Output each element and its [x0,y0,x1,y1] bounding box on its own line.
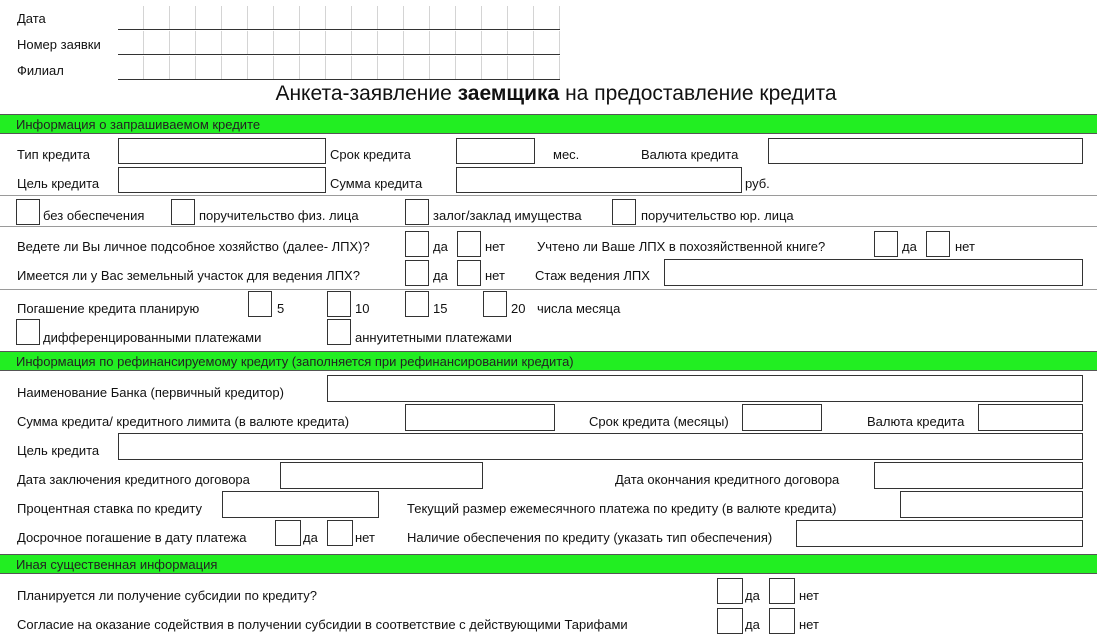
credit-term-field[interactable] [456,138,535,164]
contract-date-field[interactable] [280,462,483,489]
title-bold: заемщика [457,82,560,105]
monthly-payment-field[interactable] [900,491,1083,518]
no-label: нет [355,530,375,545]
rub-label: руб. [745,176,770,191]
title-suffix: на предоставление кредита [559,82,837,105]
section-requested-credit [0,114,1097,134]
subsidy-yes-checkbox[interactable] [717,578,743,604]
consent-no-checkbox[interactable] [769,608,795,634]
yes-label: да [745,588,760,603]
lph-q1-no-checkbox[interactable] [457,231,481,257]
bank-name-field[interactable] [327,375,1083,402]
lph-q3-no-checkbox[interactable] [457,260,481,286]
yes-label: да [745,617,760,632]
lph-q3-yes-checkbox[interactable] [405,260,429,286]
day-10-label: 10 [355,301,370,316]
date-label: Дата [17,11,46,26]
annuity-checkbox[interactable] [327,319,351,345]
day-5-checkbox[interactable] [248,291,272,317]
request-number-input-grid[interactable] [118,31,560,55]
section-refinance [0,351,1097,371]
early-repayment-no-checkbox[interactable] [327,520,353,546]
day-10-checkbox[interactable] [327,291,351,317]
early-repayment-yes-checkbox[interactable] [275,520,301,546]
section-title: Информация по рефинансируемому кредиту (заполняется при рефинансировании кредита) [16,354,574,369]
personal-guarantee-label: поручительство физ. лица [199,208,359,223]
rate-field[interactable] [222,491,379,518]
section-title: Информация о запрашиваемом кредите [16,117,261,132]
day-15-label: 15 [433,301,448,316]
refinance-term-label: Срок кредита (месяцы) [589,414,729,429]
no-collateral-checkbox[interactable] [16,199,40,225]
differentiated-label: дифференцированными платежами [43,330,262,345]
lph-question-3: Имеется ли у Вас земельный участок для ведения ЛПХ? [17,268,360,283]
day-suffix-label: числа месяца [537,301,621,316]
refinance-currency-label: Валюта кредита [867,414,965,429]
page-title [0,82,1097,106]
credit-purpose-label: Цель кредита [17,176,100,191]
credit-purpose-field[interactable] [118,167,326,193]
refinance-purpose-field[interactable] [118,433,1083,460]
yes-label: да [433,268,448,283]
credit-currency-label: Валюта кредита [641,147,739,162]
lph-experience-field[interactable] [664,259,1083,286]
yes-label: да [902,239,917,254]
consent-question: Согласие на оказание содействия в получении субсидии в соответствие с действующими Тарифами [17,617,628,632]
day-20-checkbox[interactable] [483,291,507,317]
legal-guarantee-checkbox[interactable] [612,199,636,225]
consent-yes-checkbox[interactable] [717,608,743,634]
day-5-label: 5 [277,301,285,316]
no-label: нет [485,239,505,254]
differentiated-checkbox[interactable] [16,319,40,345]
no-label: нет [485,268,505,283]
lph-q2-no-checkbox[interactable] [926,231,950,257]
day-20-label: 20 [511,301,526,316]
contract-date-label: Дата заключения кредитного договора [17,472,250,487]
refinance-currency-field[interactable] [978,404,1083,431]
yes-label: да [303,530,318,545]
divider [0,289,1097,290]
no-label: нет [799,617,819,632]
yes-label: да [433,239,448,254]
lph-q2-yes-checkbox[interactable] [874,231,898,257]
end-date-field[interactable] [874,462,1083,489]
title-prefix: Анкета-заявление [275,82,458,105]
early-repayment-label: Досрочное погашение в дату платежа [17,530,247,545]
divider [0,226,1097,227]
subsidy-question: Планируется ли получение субсидии по кредиту? [17,588,317,603]
no-label: нет [955,239,975,254]
day-15-checkbox[interactable] [405,291,429,317]
lph-question-2: Учтено ли Ваше ЛПХ в похозяйственной книге? [537,239,826,254]
divider [0,195,1097,196]
end-date-label: Дата окончания кредитного договора [615,472,840,487]
refinance-term-field[interactable] [742,404,822,431]
refinance-collateral-field[interactable] [796,520,1083,547]
lph-question-1: Ведете ли Вы личное подсобное хозяйство (далее- ЛПХ)? [17,239,370,254]
lph-q1-yes-checkbox[interactable] [405,231,429,257]
credit-amount-label: Сумма кредита [330,176,423,191]
credit-type-label: Тип кредита [17,147,91,162]
lph-experience-label: Стаж ведения ЛПХ [535,268,650,283]
pledge-checkbox[interactable] [405,199,429,225]
section-other [0,554,1097,574]
monthly-payment-label: Текущий размер ежемесячного платежа по кредиту (в валюте кредита) [407,501,837,516]
rate-label: Процентная ставка по кредиту [17,501,202,516]
date-input-grid[interactable] [118,6,560,30]
credit-amount-field[interactable] [456,167,742,193]
pledge-label: залог/заклад имущества [433,208,582,223]
personal-guarantee-checkbox[interactable] [171,199,195,225]
request-number-label: Номер заявки [17,37,101,52]
branch-input-grid[interactable] [118,56,560,80]
repayment-plan-label: Погашение кредита планирую [17,301,200,316]
credit-term-label: Срок кредита [330,147,411,162]
refinance-purpose-label: Цель кредита [17,443,100,458]
no-label: нет [799,588,819,603]
bank-name-label: Наименование Банка (первичный кредитор) [17,385,284,400]
months-label: мес. [553,147,580,162]
credit-currency-field[interactable] [768,138,1083,164]
annuity-label: аннуитетными платежами [355,330,512,345]
refinance-amount-label: Сумма кредита/ кредитного лимита (в валюте кредита) [17,414,350,429]
refinance-amount-field[interactable] [405,404,555,431]
section-title: Иная существенная информация [16,557,218,572]
refinance-collateral-label: Наличие обеспечения по кредиту (указать тип обеспечения) [407,530,773,545]
no-collateral-label: без обеспечения [43,208,145,223]
legal-guarantee-label: поручительство юр. лица [641,208,794,223]
subsidy-no-checkbox[interactable] [769,578,795,604]
credit-type-field[interactable] [118,138,326,164]
branch-label: Филиал [17,63,64,78]
